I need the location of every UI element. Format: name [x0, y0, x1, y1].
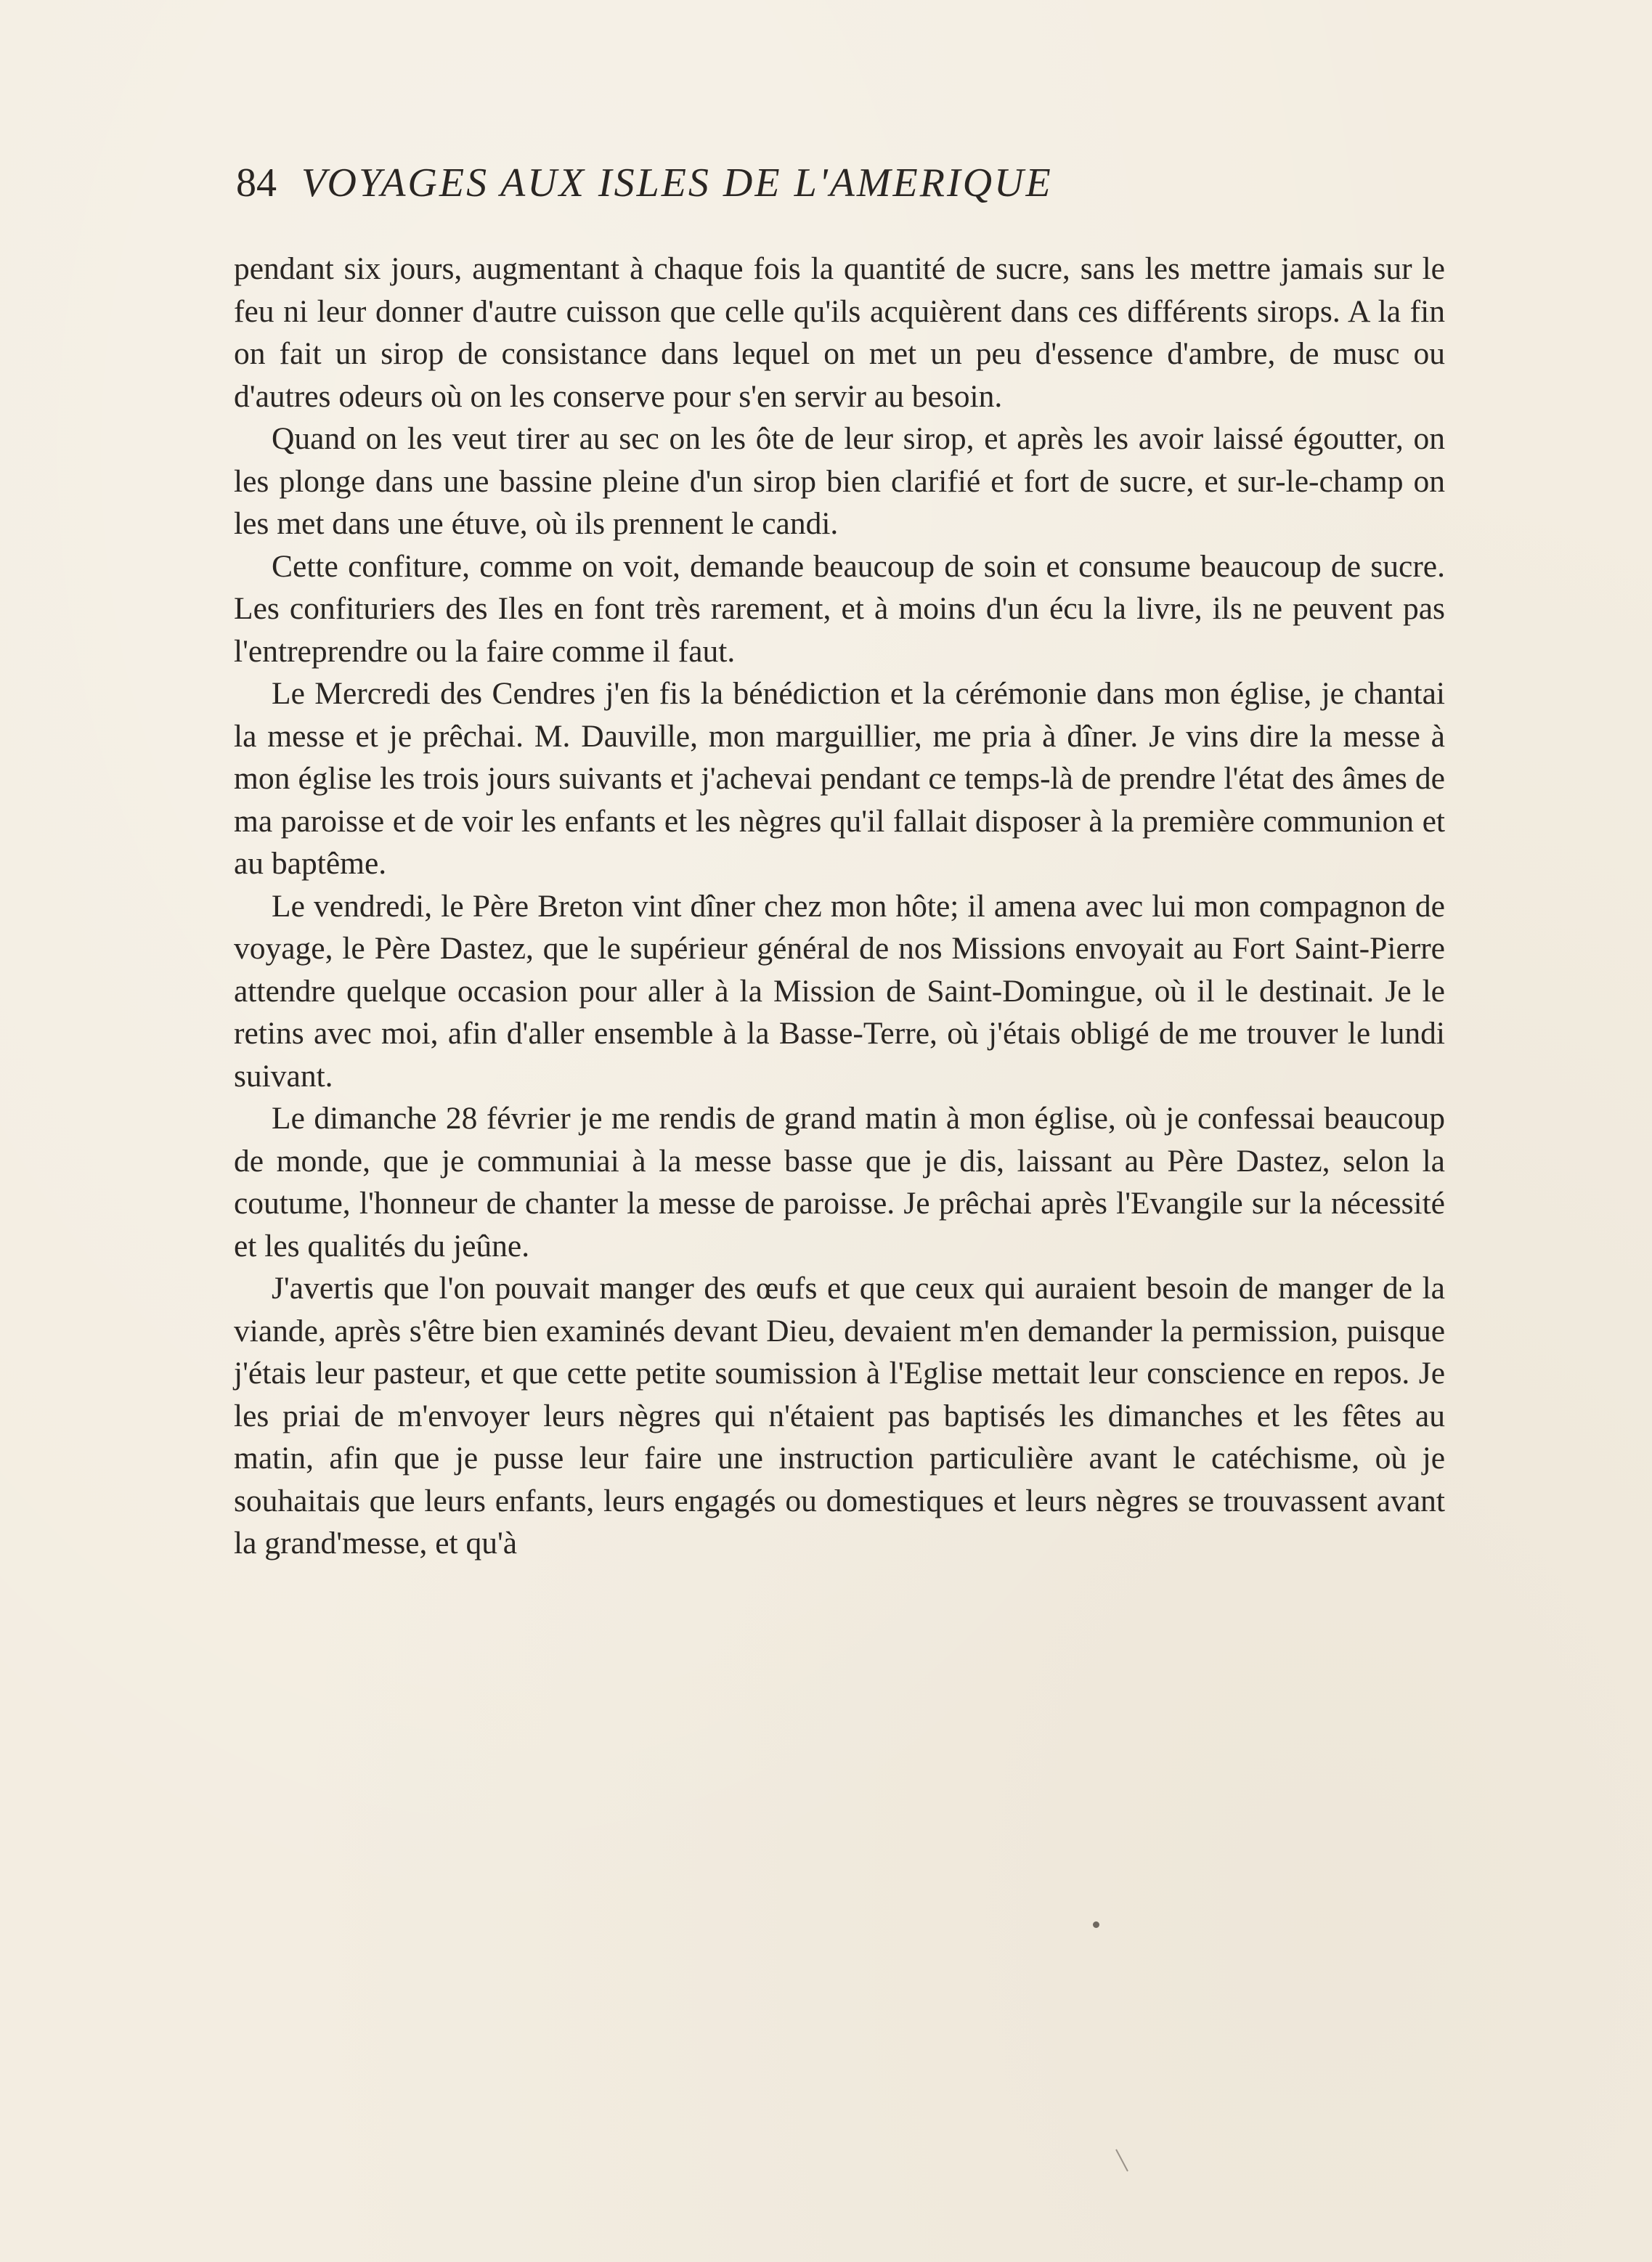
running-header: [236, 154, 1445, 212]
paragraph: Le Mercredi des Cendres j'en fis la bénédiction et la cérémonie dans mon église, je chantai la messe et je prêchai. M. Dauville, mon marguillier, me pria à dîner. Je vins dire la messe à mon église les trois jours suivants et j'achevai pendant ce temps-là de prendre l'état des âmes de ma paroisse et de voir les enfants et les nègres qu'il fallait disposer à la première communion et au baptême.: [234, 676, 1445, 881]
paragraph: Quand on les veut tirer au sec on les ôte de leur sirop, et après les avoir laissé égoutter, on les plonge dans une bassine pleine d'un sirop bien clarifié et fort de sucre, et sur-le-champ on les met dans une étuve, où ils prennent le candi.: [234, 421, 1445, 541]
page-speck: [1093, 1921, 1099, 1928]
page-number: 84: [236, 160, 277, 206]
paragraph: Le dimanche 28 février je me rendis de grand matin à mon église, où je confessai beaucoup de monde, que je communiai à la messe basse que je dis, laissant au Père Dastez, selon la coutume, l'honneur de chanter la messe de paroisse. Je prêchai après l'Evangile sur la nécessité et les qualités du jeûne.: [234, 1101, 1445, 1264]
paragraph: Le vendredi, le Père Breton vint dîner chez mon hôte; il amena avec lui mon compagnon de voyage, le Père Dastez, que le supérieur général de nos Missions envoyait au Fort Saint-Pierre attendre quelque occasion pour aller à la Mission de Saint-Domingue, où il le destinait. Je le retins avec moi, afin d'aller ensemble à la Basse-Terre, où j'étais obligé de me trouver le lundi suivant.: [234, 888, 1445, 1094]
paragraph-continued: pendant six jours, augmentant à chaque fois la quantité de sucre, sans les mettre jamais sur le feu ni leur donner d'autre cuisson que celle qu'ils acquièrent dans ces différents sirops. A la fin on fait un sirop de consistance dans lequel on met un peu d'essence d'ambre, de musc ou d'autres odeurs où on les conserve pour s'en servir au besoin.: [234, 251, 1445, 414]
body-text: [234, 248, 1445, 1565]
page-mark: [1115, 2149, 1128, 2172]
running-title: VOYAGES AUX ISLES DE L'AMERIQUE: [301, 160, 1053, 206]
paragraph: Cette confiture, comme on voit, demande beaucoup de soin et consume beaucoup de sucre. Les confituriers des Iles en font très rarement, et à moins d'un écu la livre, ils ne peuvent pas l'entreprendre ou la faire comme il faut.: [234, 548, 1445, 669]
paragraph: J'avertis que l'on pouvait manger des œufs et que ceux qui auraient besoin de manger de la viande, après s'être bien examinés devant Dieu, devaient m'en demander la permission, puisque j'étais leur pasteur, et que cette petite soumission à l'Eglise mettait leur conscience en repos. Je les priai de m'envoyer leurs nègres qui n'étaient pas baptisés les dimanches et les fêtes au matin, afin que je pusse leur faire une instruction particulière avant le catéchisme, où je souhaitais que leurs enfants, leurs engagés ou domestiques et leurs nègres se trouvassent avant la grand'messe, et qu'à: [234, 1271, 1445, 1561]
